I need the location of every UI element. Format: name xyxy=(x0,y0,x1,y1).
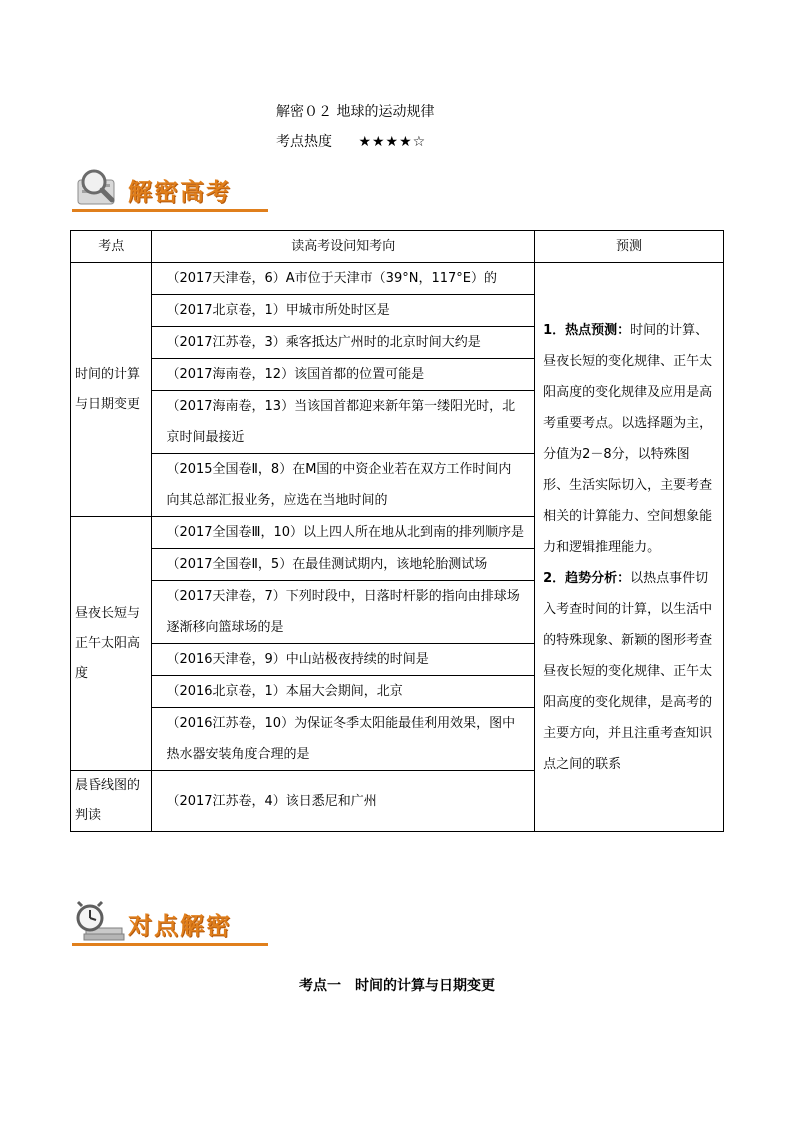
section-banner-gaokao xyxy=(72,166,272,214)
question-cell: （2016天津卷，9）中山站极夜持续的时间是 xyxy=(152,644,535,676)
prediction-hot-text: 时间的计算、昼夜长短的变化规律、正午太阳高度的变化规律及应用是高考重要考点。以选择题为主，分值为2－8分，以特殊图形、生活实际切入，主要考查相关的计算能力、空间想象能力和逻辑推理能力。 xyxy=(543,322,713,555)
topic-cell: 晨昏线图的判读 xyxy=(71,771,152,832)
exam-analysis-table xyxy=(70,230,724,832)
document-title: 解密０２ 地球的运动规律 xyxy=(276,104,435,120)
header-questions: 读高考设问知考向 xyxy=(152,231,535,263)
question-cell: （2017海南卷，13）当该国首都迎来新年第一缕阳光时，北京时间最接近 xyxy=(152,391,535,454)
prediction-hot-label: 1．热点预测： xyxy=(543,322,631,338)
heat-label: 考点热度 xyxy=(276,134,332,150)
question-cell: （2017北京卷，1）甲城市所处时区是 xyxy=(152,295,535,327)
prediction-trend-text: 以热点事件切入考查时间的计算，以生活中的特殊现象、新颖的图形考查昼夜长短的变化规律、正午太阳高度的变化规律，是高考的主要方向，并且注重考查知识点之间的联系 xyxy=(543,570,713,772)
prediction-trend-label: 2．趋势分析： xyxy=(543,570,631,586)
question-cell: （2017江苏卷，4）该日悉尼和广州 xyxy=(152,771,535,832)
question-cell: （2015全国卷Ⅱ，8）在M国的中资企业若在双方工作时间内向其总部汇报业务，应选在当地时间的 xyxy=(152,454,535,517)
header-topic: 考点 xyxy=(71,231,152,263)
header-prediction: 预测 xyxy=(535,231,724,263)
topic-cell: 时间的计算与日期变更 xyxy=(71,263,152,517)
banner-label: 解密高考 xyxy=(128,177,232,206)
table-row xyxy=(71,263,724,295)
question-cell: （2017天津卷，7）下列时段中，日落时杆影的指向由排球场逐渐移向篮球场的是 xyxy=(152,581,535,644)
prediction-cell xyxy=(535,263,724,832)
topic-cell: 昼夜长短与正午太阳高度 xyxy=(71,517,152,771)
heat-rating xyxy=(276,131,426,151)
question-cell: （2017江苏卷，3）乘客抵达广州时的北京时间大约是 xyxy=(152,327,535,359)
question-cell: （2017天津卷，6）A市位于天津市（39°N，117°E）的 xyxy=(152,263,535,295)
question-cell: （2016江苏卷，10）为保证冬季太阳能最佳利用效果，图中热水器安装角度合理的是 xyxy=(152,708,535,771)
banner-underline xyxy=(72,943,268,946)
section-title: 考点一 时间的计算与日期变更 xyxy=(299,978,495,994)
banner-underline xyxy=(72,209,268,212)
question-cell: （2017海南卷，12）该国首都的位置可能是 xyxy=(152,359,535,391)
question-cell: （2016北京卷，1）本届大会期间，北京 xyxy=(152,676,535,708)
heat-stars: ★★★★☆ xyxy=(358,134,427,150)
banner-label: 对点解密 xyxy=(128,911,232,940)
question-cell: （2017全国卷Ⅱ，5）在最佳测试期内，该地轮胎测试场 xyxy=(152,549,535,581)
table-header-row xyxy=(71,231,724,263)
magnifier-book-icon xyxy=(72,166,128,212)
question-cell: （2017全国卷Ⅲ，10）以上四人所在地从北到南的排列顺序是 xyxy=(152,517,535,549)
section-banner-duidian xyxy=(72,900,272,948)
clock-books-icon xyxy=(72,900,128,946)
